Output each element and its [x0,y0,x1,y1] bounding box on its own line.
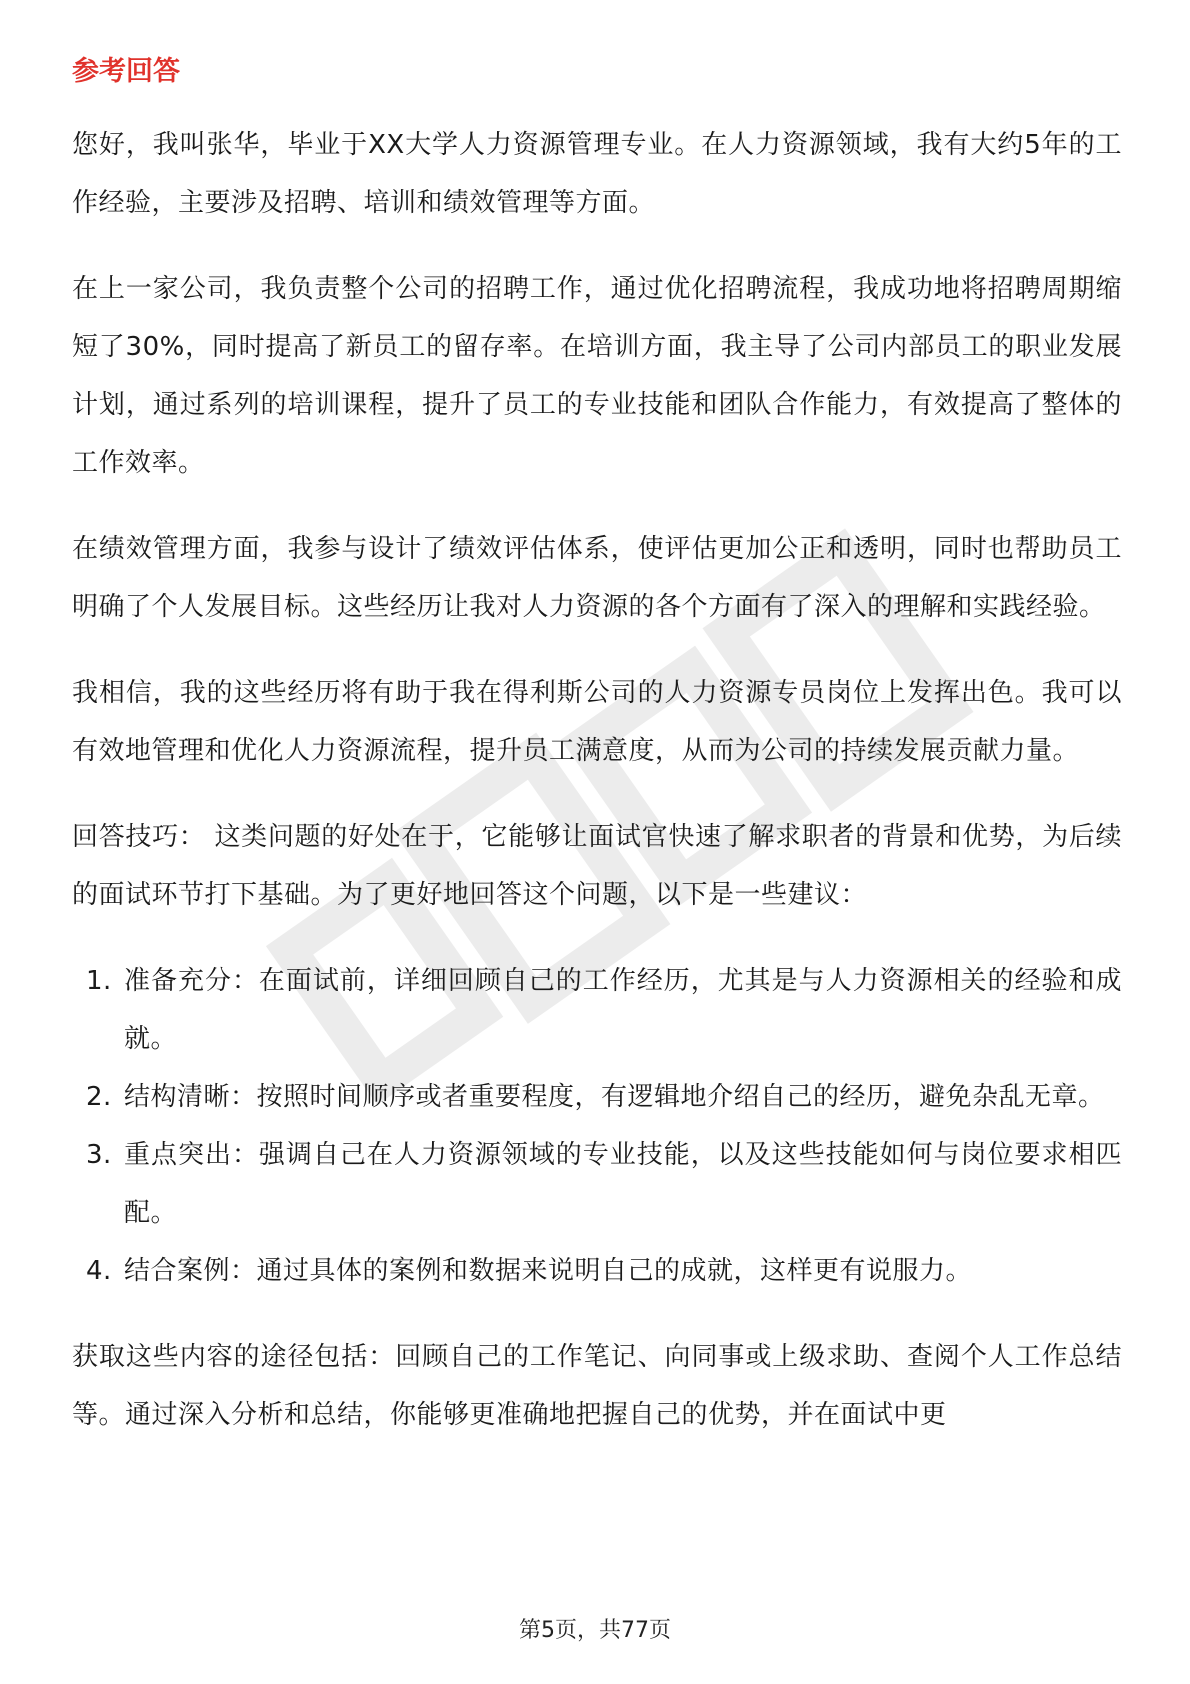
paragraph-intro: 您好，我叫张华，毕业于XX大学人力资源管理专业。在人力资源领域，我有大约5年的工作经验，主要涉及招聘、培训和绩效管理等方面。 [72,130,1122,218]
paragraph-tips-intro: 回答技巧： 这类问题的好处在于，它能够让面试官快速了解求职者的背景和优势，为后续的面试环节打下基础。为了更好地回答这个问题，以下是一些建议： [72,822,1122,910]
list-text: 重点突出：强调自己在人力资源领域的专业技能，以及这些技能如何与岗位要求相匹配。 [124,1140,1122,1228]
list-item [72,1068,1122,1126]
paragraph-closing: 获取这些内容的途径包括：回顾自己的工作笔记、向同事或上级求助、查阅个人工作总结等。通过深入分析和总结，你能够更准确地把握自己的优势，并在面试中更 [72,1342,1122,1430]
paragraph-performance: 在绩效管理方面，我参与设计了绩效评估体系，使评估更加公正和透明，同时也帮助员工明确了个人发展目标。这些经历让我对人力资源的各个方面有了深入的理解和实践经验。 [72,534,1122,622]
paragraph-conclusion: 我相信，我的这些经历将有助于我在得利斯公司的人力资源专员岗位上发挥出色。我可以有效地管理和优化人力资源流程，提升员工满意度，从而为公司的持续发展贡献力量。 [72,678,1122,766]
section-heading: 参考回答 [72,56,180,87]
list-text: 结构清晰：按照时间顺序或者重要程度，有逻辑地介绍自己的经历，避免杂乱无章。 [124,1082,1105,1112]
list-text: 准备充分：在面试前，详细回顾自己的工作经历，尤其是与人力资源相关的经验和成就。 [124,966,1122,1054]
list-item [72,1126,1122,1242]
list-number: 4. [86,1256,112,1286]
list-text: 结合案例：通过具体的案例和数据来说明自己的成就，这样更有说服力。 [124,1256,973,1286]
list-number: 3. [86,1140,112,1170]
list-number: 2. [86,1082,112,1112]
list-number: 1. [86,966,112,996]
document-page [72,40,1122,1472]
page-footer: 第5页，共77页 [519,1618,671,1643]
tips-list [72,952,1122,1300]
list-item [72,1242,1122,1300]
paragraph-recruitment: 在上一家公司，我负责整个公司的招聘工作，通过优化招聘流程，我成功地将招聘周期缩短了30%，同时提高了新员工的留存率。在培训方面，我主导了公司内部员工的职业发展计划，通过系列的培训课程，提升了员工的专业技能和团队合作能力，有效提高了整体的工作效率。 [72,274,1122,478]
list-item [72,952,1122,1068]
